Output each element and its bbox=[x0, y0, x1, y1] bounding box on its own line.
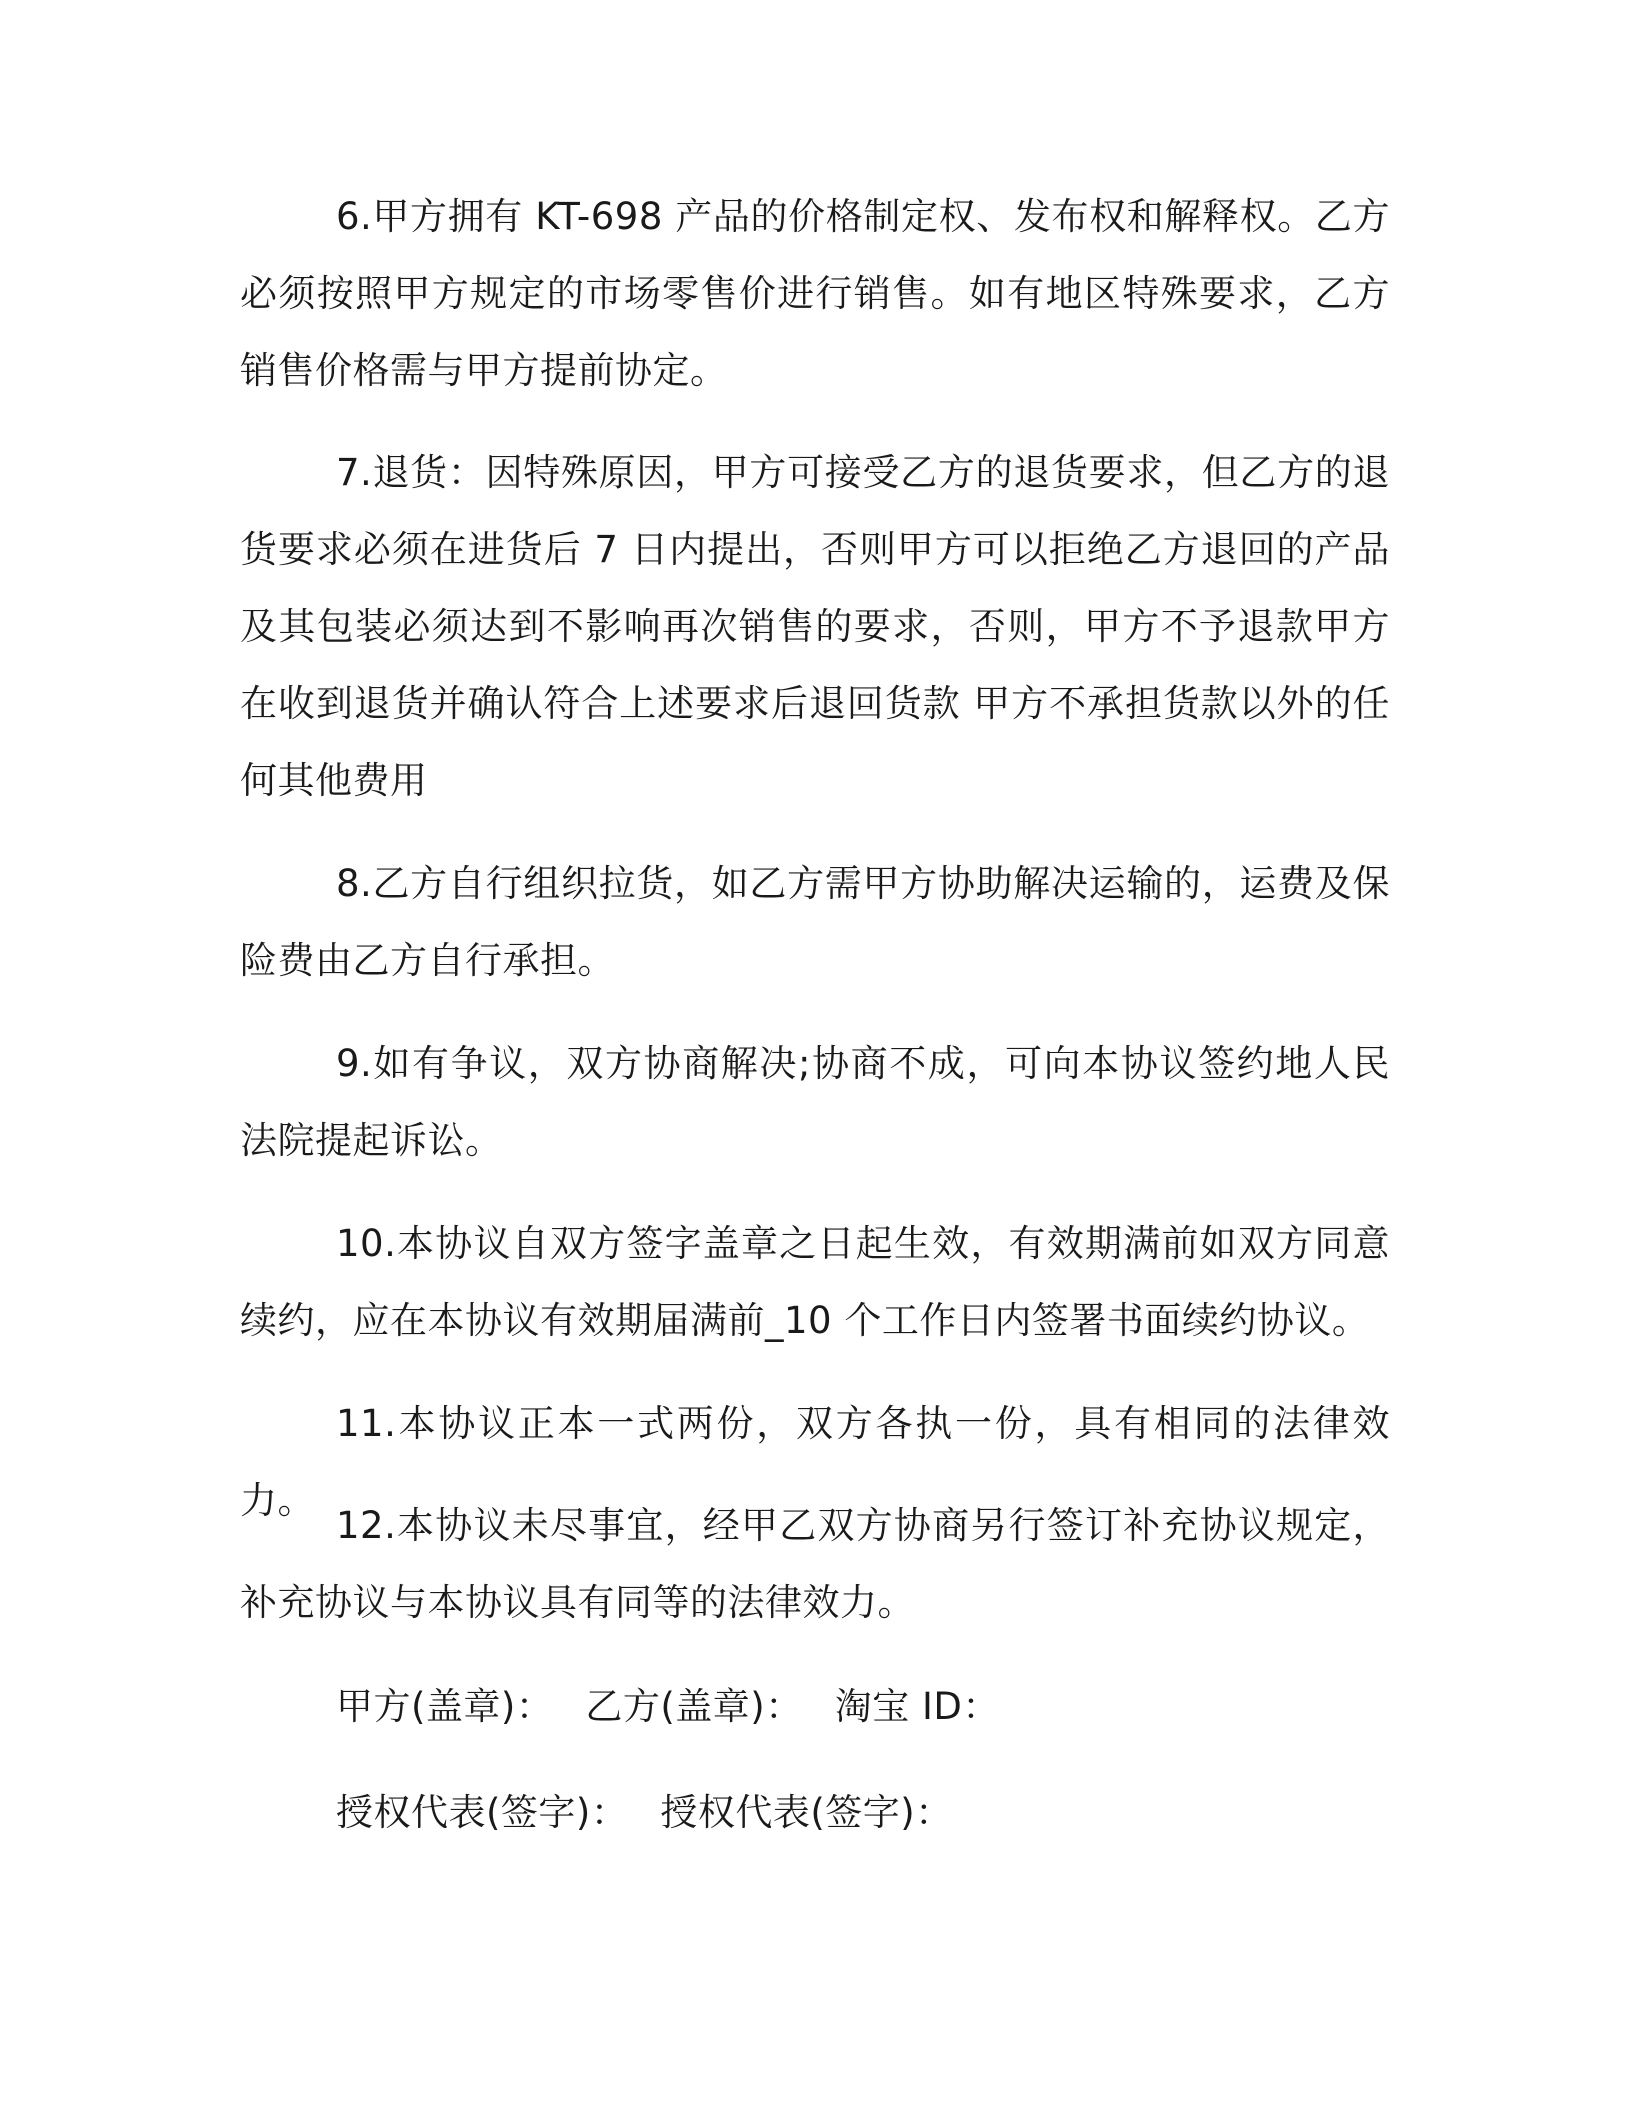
clause-11: 11.本协议正本一式两份，双方各执一份，具有相同的法律效力。 bbox=[240, 1402, 1390, 1522]
party-b-seal-label: 乙方(盖章)： bbox=[585, 1685, 803, 1728]
representative-line bbox=[336, 1774, 953, 1851]
clause-7: 7.退货：因特殊原因，甲方可接受乙方的退货要求，但乙方的退货要求必须在进货后 7 日内提出，否则甲方可以拒绝乙方退回的产品及其包装必须达到不影响再次销售的要求，否则，甲方不予退款甲方在收到退货并确认符合上述要求后退回货款 甲方不承担货款以外的任何其他费用 bbox=[240, 451, 1390, 802]
taobao-id-label: 淘宝 ID： bbox=[834, 1685, 1000, 1728]
seal-line bbox=[336, 1668, 1000, 1745]
clause-10: 10.本协议自双方签字盖章之日起生效，有效期满前如双方同意续约，应在本协议有效期届满前_10 个工作日内签署书面续约协议。 bbox=[240, 1222, 1390, 1342]
clause-8: 8.乙方自行组织拉货，如乙方需甲方协助解决运输的，运费及保险费由乙方自行承担。 bbox=[240, 862, 1390, 982]
clause-12: 12.本协议未尽事宜，经甲乙双方协商另行签订补充协议规定，补充协议与本协议具有同等的法律效力。 bbox=[240, 1504, 1390, 1624]
party-a-seal-label: 甲方(盖章)： bbox=[336, 1685, 554, 1728]
clause-6: 6.甲方拥有 KT-698 产品的价格制定权、发布权和解释权。乙方必须按照甲方规定的市场零售价进行销售。如有地区特殊要求，乙方销售价格需与甲方提前协定。 bbox=[240, 195, 1390, 392]
clause-9: 9.如有争议，双方协商解决;协商不成，可向本协议签约地人民法院提起诉讼。 bbox=[240, 1042, 1390, 1162]
party-a-representative-label: 授权代表(签字)： bbox=[336, 1791, 629, 1834]
party-b-representative-label: 授权代表(签字)： bbox=[660, 1791, 953, 1834]
